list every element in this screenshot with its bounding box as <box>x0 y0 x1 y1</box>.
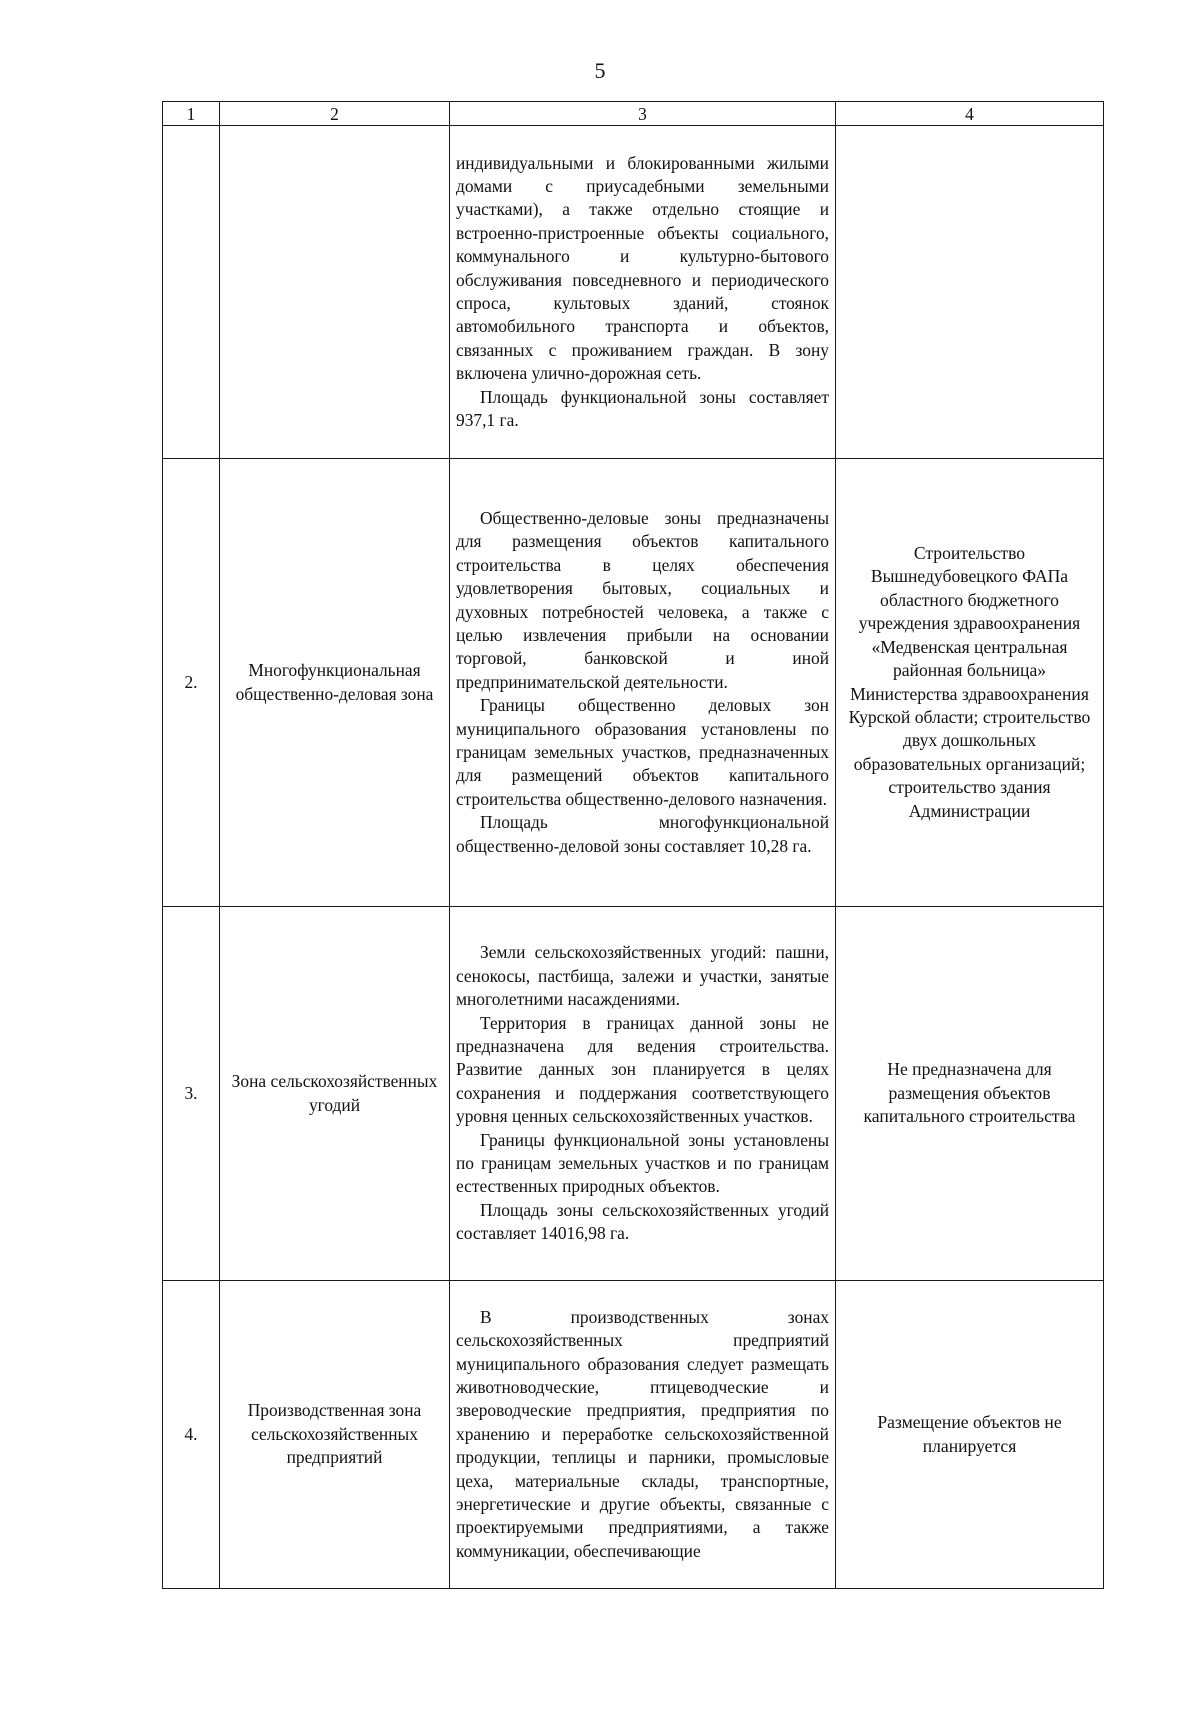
row-number: 2. <box>163 459 220 907</box>
description-paragraph: Общественно-деловые зоны предназначены для размещения объектов капитального строительства в целях обеспечения удовлетворения бытовых, социальных и духовных потребностей человека, а также с целью извлечения прибыли на основании торговой, банковской и иной предпринимательской деятельности. <box>456 507 829 692</box>
table-row <box>163 459 1104 907</box>
zone-plans: Строительство Вышнедубовецкого ФАПа областного бюджетного учреждения здравоохранения «Медвенская центральная районная больница» Министерства здравоохранения Курской области; строительство двух дошкольных образовательных организаций; строительство здания Администрации <box>836 459 1104 907</box>
column-header-4: 4 <box>836 102 1104 126</box>
description-paragraph: индивидуальными и блокированными жилыми домами с приусадебными земельными участками), а также отдельно стоящие и встроенно-пристроенные объекты социального, коммунального и культурно-бытового обслуживания повседневного и периодического спроса, культовых зданий, стоянок автомобильного транспорта и объектов, связанных с проживанием граждан. В зону включена улично-дорожная сеть. <box>456 152 829 384</box>
zone-name: Производственная зона сельскохозяйственных предприятий <box>220 1281 450 1589</box>
description-paragraph: Границы общественно деловых зон муниципального образования установлены по границам земельных участков, предназначенных для размещений объектов капитального строительства общественно-делового назначения. <box>456 695 829 809</box>
column-header-2: 2 <box>220 102 450 126</box>
zone-name: Зона сельскохозяйственных угодий <box>220 907 450 1281</box>
header-row <box>163 102 1104 126</box>
table-row <box>163 907 1104 1281</box>
description-paragraph: В производственных зонах сельскохозяйственных предприятий муниципального образования следует размещать животноводческие, птицеводческие и звероводческие предприятия, предприятия по хранению и переработке сельскохозяйственной продукции, теплицы и парники, промысловые цеха, материальные склады, транспортные, энергетические и другие объекты, связанные с проектируемыми предприятиями, а также коммуникации, обеспечивающие <box>456 1306 829 1561</box>
table-row <box>163 126 1104 459</box>
description-paragraph: Площадь многофункциональной общественно-деловой зоны составляет 10,28 га. <box>456 812 829 856</box>
description-paragraph: Площадь зоны сельскохозяйственных угодий составляет 14016,98 га. <box>456 1199 829 1244</box>
row-number: 3. <box>163 907 220 1281</box>
description-paragraph: Границы функциональной зоны установлены по границам земельных участков и по границам естественных природных объектов. <box>456 1129 829 1197</box>
zone-description <box>450 1281 836 1589</box>
row-number <box>163 126 220 459</box>
zone-name <box>220 126 450 459</box>
zone-plans: Размещение объектов не планируется <box>836 1281 1104 1589</box>
description-paragraph: Земли сельскохозяйственных угодий: пашни, сенокосы, пастбища, залежи и участки, занятые многолетними насаждениями. <box>456 942 829 1010</box>
zone-description <box>450 459 836 907</box>
table-row <box>163 1281 1104 1589</box>
description-paragraph: Площадь функциональной зоны составляет 937,1 га. <box>456 386 829 431</box>
description-paragraph: Территория в границах данной зоны не предназначена для ведения строительства. Развитие данных зон планируется в целях сохранения и поддержания соответствующего уровня ценных сельскохозяйственных участков. <box>456 1012 829 1127</box>
page-number: 5 <box>594 58 606 83</box>
zone-description <box>450 907 836 1281</box>
zone-plans: Не предназначена для размещения объектов капитального строительства <box>836 907 1104 1281</box>
zone-name: Многофункциональная общественно-деловая зона <box>220 459 450 907</box>
zone-description <box>450 126 836 459</box>
column-header-1: 1 <box>163 102 220 126</box>
column-header-3: 3 <box>450 102 836 126</box>
zone-plans <box>836 126 1104 459</box>
zones-table <box>162 101 1104 1589</box>
row-number: 4. <box>163 1281 220 1589</box>
